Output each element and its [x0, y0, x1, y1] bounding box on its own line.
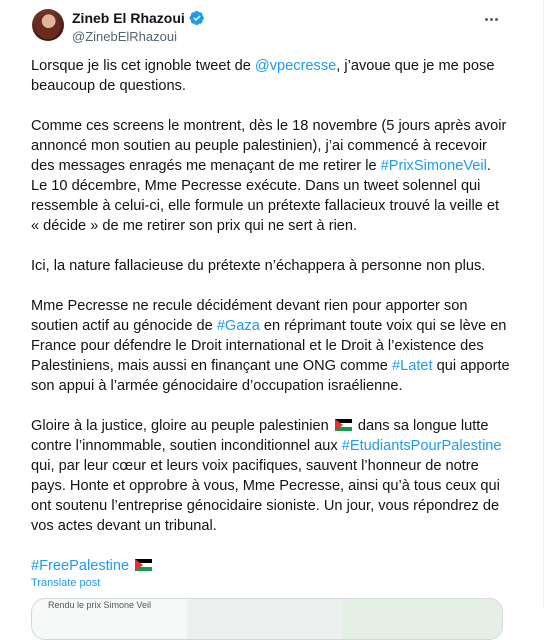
- media-attachment[interactable]: [31, 598, 503, 640]
- paragraph-3: [31, 256, 511, 276]
- palestine-flag-icon: [335, 419, 352, 431]
- translate-post-link[interactable]: Translate post: [31, 577, 101, 589]
- text-segment: , j’avoue que je me pose beaucoup de questions.: [31, 58, 495, 94]
- hashtag-link[interactable]: #Latet: [391, 358, 433, 374]
- author-handle[interactable]: @ZinebElRhazoui: [72, 29, 177, 44]
- text-segment: Comme ces screens le montrent, dès le 18 novembre (5 jours après avoir annoncé mon soutien au peuple palestinien), j’ai commencé à recevoir des messages enragés me menaçant de me retirer le: [31, 118, 507, 174]
- text-segment: Ici, la nature fallacieuse du prétexte n’échappera à personne non plus.: [31, 258, 486, 274]
- hashtag-link[interactable]: #FreePalestine: [31, 558, 130, 574]
- paragraph-5: [31, 416, 511, 536]
- palestine-flag-icon: [135, 559, 152, 571]
- author-names: [72, 9, 205, 46]
- hashtag-link[interactable]: #EtudiantsPourPalestine: [341, 438, 502, 454]
- paragraph-1: [31, 56, 511, 96]
- paragraph-6: [31, 556, 511, 576]
- author-display-name[interactable]: Zineb El Rhazoui: [72, 10, 185, 26]
- more-options-icon[interactable]: [481, 11, 501, 27]
- text-segment: Gloire à la justice, gloire au peuple palestinien: [31, 418, 333, 434]
- text-segment: Mme Pecresse ne recule décidément devant rien pour apporter son soutien actif au génocide de: [31, 298, 468, 334]
- media-caption: Rendu le prix Simone Veil: [48, 600, 152, 610]
- author-display-name-row[interactable]: [72, 9, 205, 27]
- verified-badge-icon: [189, 10, 205, 26]
- tweet-header: [32, 9, 527, 49]
- paragraph-2: [31, 116, 511, 236]
- hashtag-link[interactable]: #PrixSimoneVeil: [380, 158, 487, 174]
- paragraph-4: [31, 296, 511, 396]
- text-segment: dans sa longue lutte contre l’innommable, soutien inconditionnel aux: [31, 418, 489, 454]
- avatar[interactable]: [32, 9, 64, 41]
- text-segment: . Le 10 décembre, Mme Pecresse exécute. Dans un tweet solennel qui ressemble à celui-ci, elle formule un prétexte fallacieux trouvé la veille et « décide » de me retirer son prix qui ne sert à rien.: [31, 158, 500, 234]
- text-segment: qui, par leur cœur et leurs voix pacifiques, sauvent l’honneur de notre pays. Honte et opprobre à vous, Mme Pecresse, ainsi qu’à tous ceux qui ont soutenu l’entreprise génocidaire sioniste. Un jour, vous répondrez de vos actes devant un tribunal.: [31, 458, 500, 534]
- hashtag-link[interactable]: #Gaza: [216, 318, 260, 334]
- text-segment: en réprimant toute voix qui se lève en France pour défendre le Droit international et le Droit à l’existence des Palestiniens, mais aussi en finançant une ONG comme: [31, 318, 507, 374]
- tweet-text: [31, 56, 511, 576]
- mention-link[interactable]: @vpecresse: [254, 58, 337, 74]
- text-segment: Lorsque je lis cet ignoble tweet de: [31, 58, 255, 74]
- text-segment: qui apporte son appui à l’armée génocidaire d’occupation israélienne.: [31, 358, 510, 394]
